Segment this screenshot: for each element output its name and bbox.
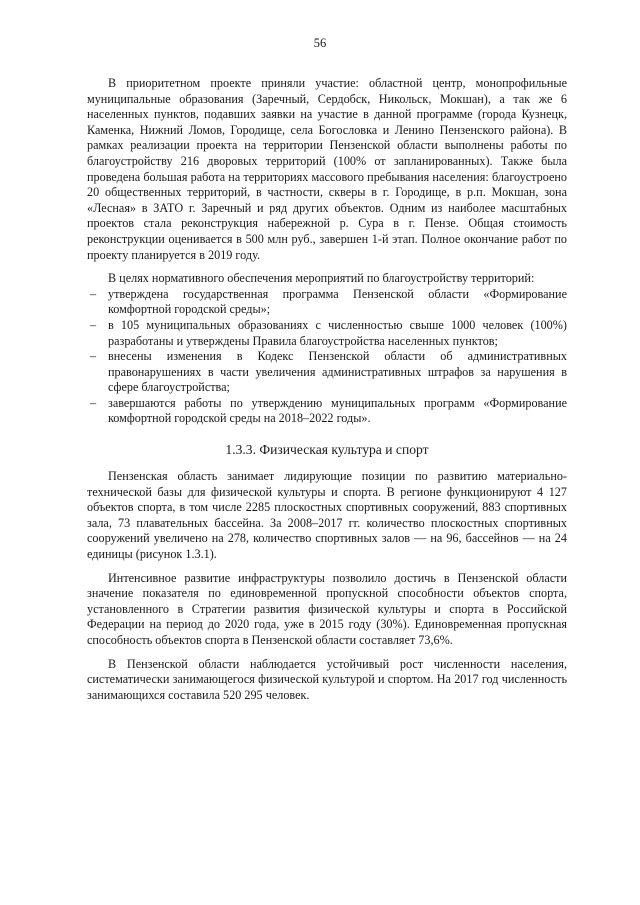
list-item: – завершаются работы по утверждению муниципальных программ «Формирование комфортной городской среды на 2018–2022 годы». <box>87 396 567 427</box>
list-item: – утверждена государственная программа Пензенской области «Формирование комфортной городской среды»; <box>87 287 567 318</box>
measures-list <box>87 287 567 427</box>
page-body <box>87 76 567 711</box>
list-intro: В целях нормативного обеспечения мероприятий по благоустройству территорий: <box>108 271 535 286</box>
list-item: – в 105 муниципальных образованиях с численностью свыше 1000 человек (100%) разработаны и утверждены Правила благоустройства населенных пунктов; <box>87 318 567 349</box>
list-item: – внесены изменения в Кодекс Пензенской области об административных правонарушениях в части увеличения административных штрафов за нарушения в сфере благоустройства; <box>87 349 567 396</box>
paragraph: В Пензенской области наблюдается устойчивый рост численности населения, систематически занимающегося физической культурой и спортом. На 2017 год численность занимающихся составила 520 295 человек. <box>87 656 567 702</box>
paragraph: Пензенская область занимает лидирующие позиции по развитию материально-технической базы для физической культуры и спорта. В регионе функционируют 4 127 объектов спорта, в том числе 2285 плоскостных спортивных сооружений, 883 спортивных зала, 73 плавательных бассейна. За 2008–2017 гг. количество плоскостных спортивных сооружений увеличено на 278, количество спортивных залов — на 96, бассейнов — на 24 единицы (рисунок 1.3.1). <box>87 469 567 562</box>
paragraph: Интенсивное развитие инфраструктуры позволило достичь в Пензенской области значение показателя по единовременной пропускной способности объектов спорта, установленного в Стратегии развития физической культуры и спорта в Российской Федерации на период до 2020 года, уже в 2015 году (30%). Единовременная пропускная способность объектов спорта в Пензенской области составляет 73,6%. <box>87 570 567 647</box>
section-heading: 1.3.3. Физическая культура и спорт <box>225 442 429 458</box>
paragraph: В приоритетном проекте приняли участие: областной центр, монопрофильные муниципальные образования (Заречный, Сердобск, Никольск, Мокшан), а так же 6 населенных пунктов, подавших заявки на участие в данной программе (города Кузнецк, Каменка, Нижний Ломов, Городище, села Богословка и Ленино Пензенского района). В рамках реализации проекта на территории Пензенской области выполнены работы по благоустройству 216 дворовых территорий (100% от запланированных). Также была проведена большая работа на территориях массового пребывания населения: благоустроено 20 общественных территорий, в частности, скверы в г. Городище, в р.п. Мокшан, зона «Лесная» в ЗАТО г. Заречный и ряд других объектов. Одним из наиболее масштабных проектов стала реконструкция набережной р. Сура в г. Пензе. Общая стоимость реконструкции оценивается в 500 млн руб., завершен 1-й этап. Полное окончание работ по проекту планируется в 2019 году. <box>87 76 567 262</box>
page-number: 56 <box>313 36 327 50</box>
